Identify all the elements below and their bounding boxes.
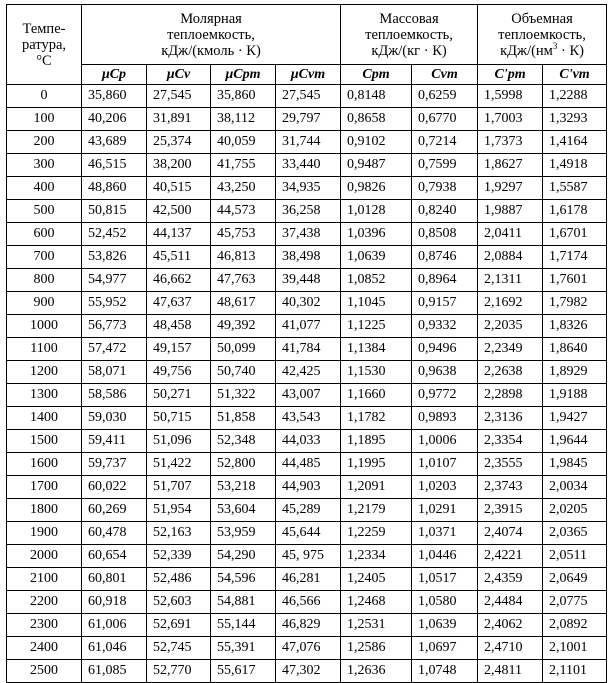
temperature-cell: 1100 (7, 338, 82, 361)
temperature-cell: 2200 (7, 591, 82, 614)
value-cell: 52,691 (147, 614, 211, 637)
value-cell: 50,099 (211, 338, 276, 361)
table-row (7, 568, 607, 591)
value-cell: 54,881 (211, 591, 276, 614)
temperature-cell: 1400 (7, 407, 82, 430)
value-cell: 0,7938 (412, 177, 478, 200)
value-cell: 50,740 (211, 361, 276, 384)
value-cell: 1,7373 (478, 131, 543, 154)
temperature-cell: 2300 (7, 614, 82, 637)
value-cell: 2,0775 (543, 591, 607, 614)
value-cell: 2,1001 (543, 637, 607, 660)
value-cell: 0,7599 (412, 154, 478, 177)
value-cell: 1,2468 (341, 591, 412, 614)
value-cell: 2,0884 (478, 246, 543, 269)
value-cell: 45,289 (276, 499, 341, 522)
value-cell: 1,2259 (341, 522, 412, 545)
table-row (7, 85, 607, 108)
value-cell: 1,6701 (543, 223, 607, 246)
temperature-cell: 0 (7, 85, 82, 108)
molar-header-line: теплоемкость, (167, 26, 255, 43)
value-cell: 53,826 (82, 246, 147, 269)
value-cell: 1,8929 (543, 361, 607, 384)
table-row (7, 154, 607, 177)
value-cell: 43,543 (276, 407, 341, 430)
value-cell: 54,977 (82, 269, 147, 292)
table-row (7, 292, 607, 315)
temperature-cell: 2400 (7, 637, 82, 660)
value-cell: 47,763 (211, 269, 276, 292)
value-cell: 60,022 (82, 476, 147, 499)
table-row (7, 476, 607, 499)
value-cell: 1,7003 (478, 108, 543, 131)
value-cell: 1,1995 (341, 453, 412, 476)
value-cell: 0,8658 (341, 108, 412, 131)
table-row (7, 591, 607, 614)
value-cell: 2,3136 (478, 407, 543, 430)
value-cell: 44,033 (276, 430, 341, 453)
column-header: C'vm (543, 65, 607, 85)
mass-heat-capacity-header (341, 5, 478, 65)
temperature-header (7, 5, 82, 85)
value-cell: 52,745 (147, 637, 211, 660)
value-cell: 45,644 (276, 522, 341, 545)
value-cell: 0,7214 (412, 131, 478, 154)
value-cell: 0,9332 (412, 315, 478, 338)
value-cell: 47,302 (276, 660, 341, 683)
value-cell: 44,573 (211, 200, 276, 223)
value-cell: 43,007 (276, 384, 341, 407)
volume-header-line (500, 40, 584, 59)
value-cell: 61,085 (82, 660, 147, 683)
mass-header-line: Массовая (379, 10, 439, 27)
value-cell: 59,411 (82, 430, 147, 453)
value-cell: 1,8627 (478, 154, 543, 177)
value-cell: 51,422 (147, 453, 211, 476)
column-header: μCpm (211, 65, 276, 85)
table-row (7, 660, 607, 683)
value-cell: 0,8746 (412, 246, 478, 269)
value-cell: 2,0365 (543, 522, 607, 545)
value-cell: 1,5998 (478, 85, 543, 108)
temperature-cell: 400 (7, 177, 82, 200)
value-cell: 2,3354 (478, 430, 543, 453)
value-cell: 0,9496 (412, 338, 478, 361)
value-cell: 46,566 (276, 591, 341, 614)
value-cell: 38,498 (276, 246, 341, 269)
value-cell: 1,2288 (543, 85, 607, 108)
value-cell: 1,1045 (341, 292, 412, 315)
mass-header-line: теплоемкость, (365, 26, 453, 43)
table-row (7, 223, 607, 246)
volume-unit-prefix: кДж/(нм (500, 42, 553, 59)
value-cell: 1,0580 (412, 591, 478, 614)
value-cell: 31,744 (276, 131, 341, 154)
mass-header-line: кДж/(кг · К) (371, 42, 447, 59)
table-row (7, 614, 607, 637)
value-cell: 42,500 (147, 200, 211, 223)
temperature-cell: 1200 (7, 361, 82, 384)
value-cell: 52,163 (147, 522, 211, 545)
volume-heat-capacity-header (478, 5, 607, 65)
value-cell: 52,800 (211, 453, 276, 476)
value-cell: 1,0396 (341, 223, 412, 246)
value-cell: 1,7982 (543, 292, 607, 315)
volume-header-line: теплоемкость, (498, 26, 586, 43)
heat-capacity-table (6, 4, 607, 683)
table-body (7, 85, 607, 683)
table-row (7, 108, 607, 131)
value-cell: 53,959 (211, 522, 276, 545)
value-cell: 46,281 (276, 568, 341, 591)
temperature-cell: 900 (7, 292, 82, 315)
value-cell: 2,1692 (478, 292, 543, 315)
temperature-header-line: Темпе- (22, 20, 66, 37)
table-row (7, 338, 607, 361)
value-cell: 2,0205 (543, 499, 607, 522)
value-cell: 41,784 (276, 338, 341, 361)
value-cell: 31,891 (147, 108, 211, 131)
value-cell: 2,4074 (478, 522, 543, 545)
value-cell: 1,0128 (341, 200, 412, 223)
table-row (7, 246, 607, 269)
value-cell: 2,3915 (478, 499, 543, 522)
value-cell: 35,860 (211, 85, 276, 108)
value-cell: 41,755 (211, 154, 276, 177)
value-cell: 1,4164 (543, 131, 607, 154)
table-row (7, 315, 607, 338)
value-cell: 40,515 (147, 177, 211, 200)
value-cell: 1,0748 (412, 660, 478, 683)
value-cell: 54,290 (211, 545, 276, 568)
value-cell: 2,4221 (478, 545, 543, 568)
value-cell: 1,6178 (543, 200, 607, 223)
temperature-cell: 2500 (7, 660, 82, 683)
value-cell: 1,0203 (412, 476, 478, 499)
value-cell: 1,9188 (543, 384, 607, 407)
value-cell: 2,4484 (478, 591, 543, 614)
value-cell: 46,662 (147, 269, 211, 292)
value-cell: 51,322 (211, 384, 276, 407)
value-cell: 45, 975 (276, 545, 341, 568)
value-cell: 2,0034 (543, 476, 607, 499)
value-cell: 2,0892 (543, 614, 607, 637)
value-cell: 43,689 (82, 131, 147, 154)
table-row (7, 545, 607, 568)
value-cell: 0,9157 (412, 292, 478, 315)
column-header: μCp (82, 65, 147, 85)
temperature-cell: 1300 (7, 384, 82, 407)
value-cell: 2,4359 (478, 568, 543, 591)
value-cell: 58,586 (82, 384, 147, 407)
molar-heat-capacity-header (82, 5, 341, 65)
value-cell: 0,6770 (412, 108, 478, 131)
temperature-cell: 1000 (7, 315, 82, 338)
value-cell: 1,1384 (341, 338, 412, 361)
value-cell: 60,654 (82, 545, 147, 568)
value-cell: 58,071 (82, 361, 147, 384)
value-cell: 1,9297 (478, 177, 543, 200)
value-cell: 35,860 (82, 85, 147, 108)
value-cell: 44,903 (276, 476, 341, 499)
value-cell: 2,2035 (478, 315, 543, 338)
temperature-cell: 1800 (7, 499, 82, 522)
value-cell: 1,1895 (341, 430, 412, 453)
value-cell: 45,511 (147, 246, 211, 269)
value-cell: 44,137 (147, 223, 211, 246)
temperature-cell: 200 (7, 131, 82, 154)
value-cell: 51,707 (147, 476, 211, 499)
value-cell: 2,4811 (478, 660, 543, 683)
table-row (7, 430, 607, 453)
value-cell: 0,9772 (412, 384, 478, 407)
temperature-cell: 2000 (7, 545, 82, 568)
value-cell: 2,0649 (543, 568, 607, 591)
value-cell: 49,756 (147, 361, 211, 384)
value-cell: 2,1311 (478, 269, 543, 292)
value-cell: 40,206 (82, 108, 147, 131)
value-cell: 1,7601 (543, 269, 607, 292)
value-cell: 56,773 (82, 315, 147, 338)
value-cell: 46,515 (82, 154, 147, 177)
value-cell: 0,9893 (412, 407, 478, 430)
value-cell: 29,797 (276, 108, 341, 131)
value-cell: 1,9644 (543, 430, 607, 453)
volume-unit-suffix: · К) (557, 42, 584, 59)
value-cell: 1,3293 (543, 108, 607, 131)
value-cell: 0,9102 (341, 131, 412, 154)
table-row (7, 200, 607, 223)
table-row (7, 499, 607, 522)
column-header: μCv (147, 65, 211, 85)
value-cell: 52,348 (211, 430, 276, 453)
value-cell: 1,5587 (543, 177, 607, 200)
value-cell: 1,0371 (412, 522, 478, 545)
value-cell: 0,8148 (341, 85, 412, 108)
table-row (7, 361, 607, 384)
value-cell: 53,218 (211, 476, 276, 499)
temperature-cell: 2100 (7, 568, 82, 591)
value-cell: 46,813 (211, 246, 276, 269)
temperature-cell: 1900 (7, 522, 82, 545)
temperature-cell: 500 (7, 200, 82, 223)
value-cell: 25,374 (147, 131, 211, 154)
column-header: C'pm (478, 65, 543, 85)
temperature-header-line: °C (36, 52, 52, 69)
value-cell: 51,096 (147, 430, 211, 453)
table-row (7, 637, 607, 660)
value-cell: 2,3555 (478, 453, 543, 476)
value-cell: 2,3743 (478, 476, 543, 499)
value-cell: 52,770 (147, 660, 211, 683)
value-cell: 52,486 (147, 568, 211, 591)
column-header: Cpm (341, 65, 412, 85)
value-cell: 46,829 (276, 614, 341, 637)
value-cell: 1,0107 (412, 453, 478, 476)
value-cell: 1,2531 (341, 614, 412, 637)
value-cell: 55,952 (82, 292, 147, 315)
temperature-cell: 100 (7, 108, 82, 131)
value-cell: 27,545 (276, 85, 341, 108)
value-cell: 1,0697 (412, 637, 478, 660)
value-cell: 50,715 (147, 407, 211, 430)
value-cell: 48,617 (211, 292, 276, 315)
value-cell: 1,0517 (412, 568, 478, 591)
value-cell: 1,4918 (543, 154, 607, 177)
column-header: Cvm (412, 65, 478, 85)
temperature-cell: 1600 (7, 453, 82, 476)
value-cell: 51,858 (211, 407, 276, 430)
temperature-cell: 800 (7, 269, 82, 292)
volume-unit-superscript: 3 (552, 40, 558, 51)
table-row (7, 131, 607, 154)
value-cell: 61,006 (82, 614, 147, 637)
value-cell: 1,8640 (543, 338, 607, 361)
table-row (7, 177, 607, 200)
value-cell: 2,1101 (543, 660, 607, 683)
temperature-cell: 300 (7, 154, 82, 177)
value-cell: 47,076 (276, 637, 341, 660)
value-cell: 50,271 (147, 384, 211, 407)
value-cell: 1,2405 (341, 568, 412, 591)
value-cell: 1,0006 (412, 430, 478, 453)
value-cell: 49,157 (147, 338, 211, 361)
value-cell: 59,737 (82, 453, 147, 476)
value-cell: 1,2334 (341, 545, 412, 568)
value-cell: 1,9845 (543, 453, 607, 476)
value-cell: 1,2636 (341, 660, 412, 683)
value-cell: 55,617 (211, 660, 276, 683)
value-cell: 0,8508 (412, 223, 478, 246)
value-cell: 34,935 (276, 177, 341, 200)
value-cell: 2,2638 (478, 361, 543, 384)
value-cell: 33,440 (276, 154, 341, 177)
value-cell: 2,2898 (478, 384, 543, 407)
value-cell: 0,8240 (412, 200, 478, 223)
value-cell: 55,144 (211, 614, 276, 637)
value-cell: 55,391 (211, 637, 276, 660)
value-cell: 51,954 (147, 499, 211, 522)
value-cell: 0,8964 (412, 269, 478, 292)
value-cell: 40,059 (211, 131, 276, 154)
value-cell: 60,801 (82, 568, 147, 591)
value-cell: 41,077 (276, 315, 341, 338)
table-row (7, 453, 607, 476)
table-row (7, 384, 607, 407)
value-cell: 1,0639 (341, 246, 412, 269)
value-cell: 0,6259 (412, 85, 478, 108)
value-cell: 52,603 (147, 591, 211, 614)
value-cell: 60,269 (82, 499, 147, 522)
value-cell: 1,2091 (341, 476, 412, 499)
column-header: μCvm (276, 65, 341, 85)
molar-header-line: Молярная (180, 10, 242, 27)
value-cell: 52,452 (82, 223, 147, 246)
value-cell: 60,478 (82, 522, 147, 545)
value-cell: 1,0852 (341, 269, 412, 292)
value-cell: 1,0639 (412, 614, 478, 637)
value-cell: 2,4062 (478, 614, 543, 637)
value-cell: 54,596 (211, 568, 276, 591)
value-cell: 50,815 (82, 200, 147, 223)
value-cell: 38,200 (147, 154, 211, 177)
value-cell: 38,112 (211, 108, 276, 131)
value-cell: 1,1782 (341, 407, 412, 430)
value-cell: 39,448 (276, 269, 341, 292)
value-cell: 1,1530 (341, 361, 412, 384)
value-cell: 2,2349 (478, 338, 543, 361)
molar-header-line: кДж/(кмоль · К) (161, 42, 261, 59)
value-cell: 45,753 (211, 223, 276, 246)
value-cell: 0,9826 (341, 177, 412, 200)
value-cell: 1,8326 (543, 315, 607, 338)
value-cell: 1,9887 (478, 200, 543, 223)
value-cell: 47,637 (147, 292, 211, 315)
value-cell: 43,250 (211, 177, 276, 200)
value-cell: 27,545 (147, 85, 211, 108)
value-cell: 1,1225 (341, 315, 412, 338)
value-cell: 1,9427 (543, 407, 607, 430)
value-cell: 44,485 (276, 453, 341, 476)
value-cell: 2,0511 (543, 545, 607, 568)
value-cell: 57,472 (82, 338, 147, 361)
value-cell: 36,258 (276, 200, 341, 223)
temperature-cell: 600 (7, 223, 82, 246)
value-cell: 1,0446 (412, 545, 478, 568)
value-cell: 40,302 (276, 292, 341, 315)
value-cell: 48,860 (82, 177, 147, 200)
temperature-cell: 700 (7, 246, 82, 269)
table-row (7, 407, 607, 430)
value-cell: 60,918 (82, 591, 147, 614)
volume-header-line: Объемная (511, 10, 573, 27)
value-cell: 2,0411 (478, 223, 543, 246)
value-cell: 37,438 (276, 223, 341, 246)
temperature-cell: 1500 (7, 430, 82, 453)
value-cell: 1,2179 (341, 499, 412, 522)
table-row (7, 522, 607, 545)
value-cell: 1,0291 (412, 499, 478, 522)
temperature-header-line: ратура, (21, 36, 67, 53)
value-cell: 1,7174 (543, 246, 607, 269)
value-cell: 0,9638 (412, 361, 478, 384)
value-cell: 48,458 (147, 315, 211, 338)
value-cell: 42,425 (276, 361, 341, 384)
value-cell: 53,604 (211, 499, 276, 522)
value-cell: 1,1660 (341, 384, 412, 407)
value-cell: 1,2586 (341, 637, 412, 660)
value-cell: 59,030 (82, 407, 147, 430)
value-cell: 2,4710 (478, 637, 543, 660)
value-cell: 61,046 (82, 637, 147, 660)
value-cell: 52,339 (147, 545, 211, 568)
table-row (7, 269, 607, 292)
value-cell: 0,9487 (341, 154, 412, 177)
temperature-cell: 1700 (7, 476, 82, 499)
value-cell: 49,392 (211, 315, 276, 338)
